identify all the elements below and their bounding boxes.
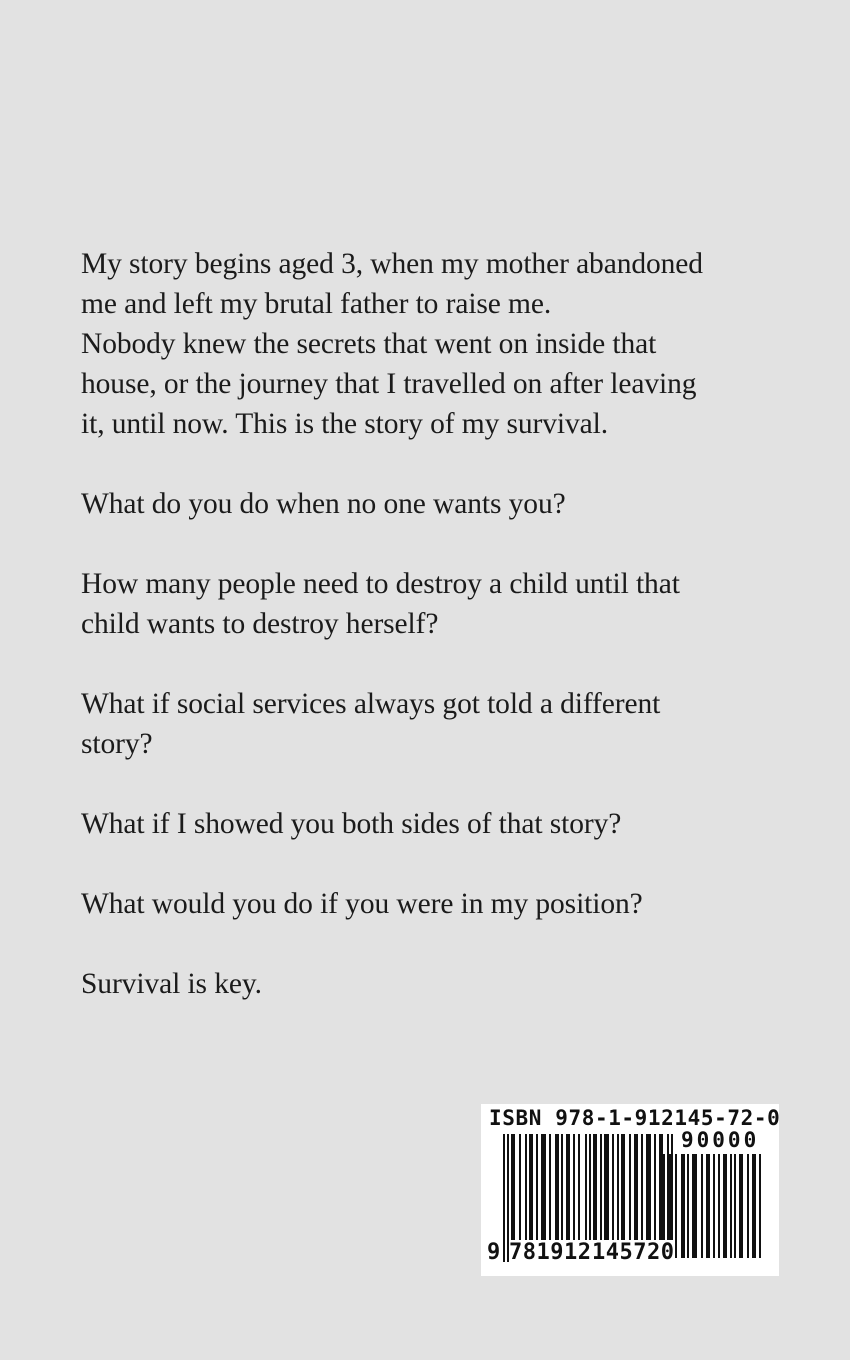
- paragraph-closing: [81, 964, 781, 1004]
- paragraph-question-1: [81, 484, 781, 524]
- text-line: What would you do if you were in my position?: [81, 888, 643, 920]
- text-line: story?: [81, 728, 153, 760]
- text-line: How many people need to destroy a child until that: [81, 568, 680, 600]
- text-line: Nobody knew the secrets that went on inside that: [81, 328, 657, 360]
- paragraph-question-4: [81, 804, 781, 844]
- ean-left-digits: 781912: [509, 1240, 592, 1265]
- paragraph-question-3: [81, 684, 781, 764]
- addon-bars: [663, 1154, 765, 1258]
- text-line: it, until now. This is the story of my survival.: [81, 408, 609, 440]
- ean-right-digits: 145720: [592, 1240, 675, 1265]
- text-line: me and left my brutal father to raise me.: [81, 288, 552, 320]
- text-line: house, or the journey that I travelled on after leaving: [81, 368, 697, 400]
- paragraph-intro: [81, 244, 781, 444]
- text-line: What if social services always got told a different: [81, 688, 661, 720]
- paragraph-question-2: [81, 564, 781, 644]
- text-line: Survival is key.: [81, 968, 262, 1000]
- text-line: What if I showed you both sides of that story?: [81, 808, 622, 840]
- blurb-text: [81, 244, 781, 1044]
- paragraph-question-5: [81, 884, 781, 924]
- isbn-label: ISBN 978-1-912145-72-0: [489, 1106, 781, 1130]
- text-line: What do you do when no one wants you?: [81, 488, 566, 520]
- addon-price-code: 90000: [681, 1128, 760, 1152]
- text-line: child wants to destroy herself?: [81, 608, 439, 640]
- text-line: My story begins aged 3, when my mother abandoned: [81, 248, 703, 280]
- isbn-barcode: [481, 1104, 779, 1276]
- ean-first-digit: 9: [487, 1240, 501, 1265]
